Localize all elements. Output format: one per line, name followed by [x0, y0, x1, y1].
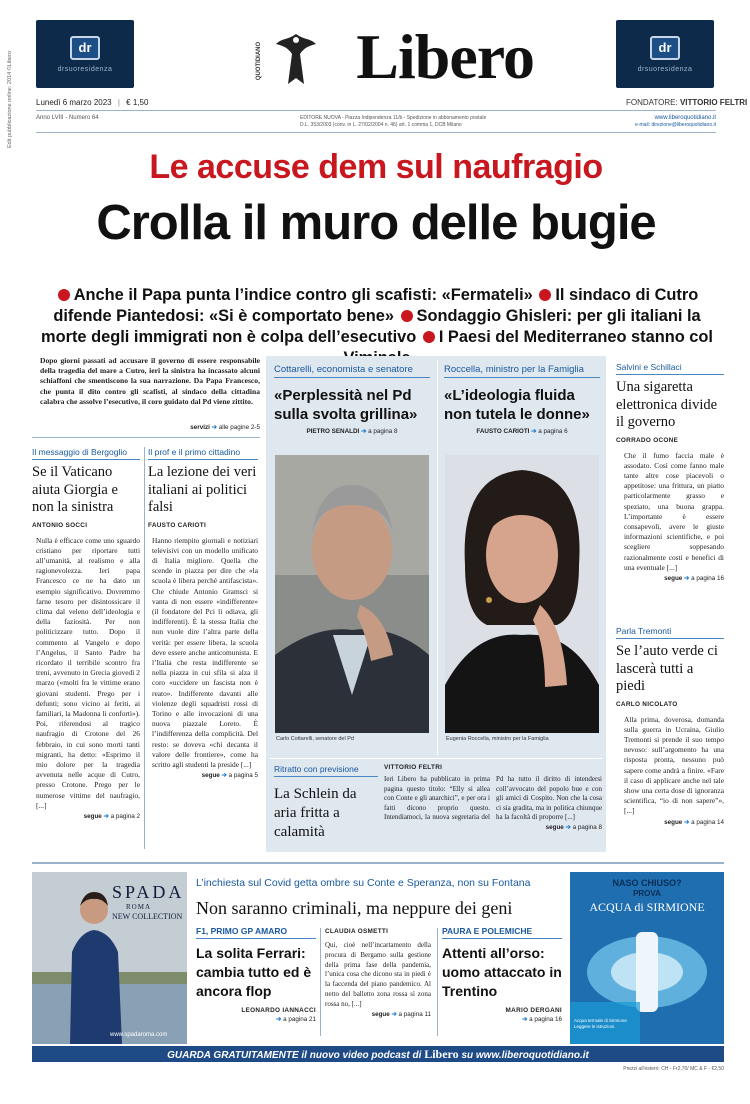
masthead-logo[interactable]: [256, 18, 550, 108]
price: € 1,50: [126, 98, 149, 107]
spada-brand: SPADA: [112, 882, 185, 902]
ferrari-section: F1, PRIMO GP AMARO: [196, 926, 316, 939]
feltri-segue[interactable]: segue ➔ a pagina 8: [545, 823, 602, 831]
right-bottom-author: CARLO NICOLATO: [616, 700, 678, 708]
bullet-1[interactable]: Anche il Papa punta l’indice contro gli scafisti: «Fermateli»: [73, 286, 533, 304]
col1-title[interactable]: Se il Vaticano aiuta Giorgia e non la sinistra: [32, 464, 118, 515]
schlein-article: [274, 764, 378, 842]
right-bottom-article: [616, 626, 724, 826]
dr-caption: drsuoresidenza: [57, 65, 113, 73]
col1-segue[interactable]: segue ➔ a pagina 2: [83, 812, 140, 820]
right-bottom-section: Parla Tremonti: [616, 626, 724, 639]
right-top-title[interactable]: Una sigaretta elettronica divide il governo: [616, 379, 718, 430]
col1-section: Il messaggio di Bergoglio: [32, 447, 140, 460]
bullet-dot-icon: [423, 331, 435, 343]
right-top-author: CORRADO OCONE: [616, 436, 679, 444]
website[interactable]: www.liberoquotidiano.it: [654, 115, 716, 121]
dr-logo-icon: dr: [70, 36, 100, 60]
bullet-dot-icon: [401, 310, 413, 322]
spada-tag: NEW COLLECTION: [112, 912, 183, 921]
bullet-dot-icon: [539, 289, 551, 301]
sirmione-note: Acqua termale di Sirmione. Leggere le istruzioni.: [574, 1018, 629, 1029]
editor-info: EDITORE NUOVA - Piazza Indipendenza 11/b - Spedizione in abbonamento postale: [300, 115, 487, 121]
top-kicker[interactable]: Le accuse dem sul naufragio: [149, 148, 603, 186]
price-note: Prezzi all'estero: CH - Fr2,70/ MC & F - €2,50: [623, 1066, 724, 1072]
panel-left-section: Cottarelli, economista e senatore: [274, 364, 430, 378]
covid-author: CLAUDIA OSMETTI: [325, 928, 389, 935]
right-top-article: [616, 362, 724, 582]
panel-left-segue[interactable]: PIETRO SENALDI ➔ a pagina 8: [306, 428, 398, 435]
orso-author: MARIO DERGANI: [505, 1007, 562, 1014]
email[interactable]: e-mail: direzione@liberoquotidiano.it: [635, 122, 716, 128]
side-text: Edit pubblicazione online: 2014 ©Libero: [7, 50, 13, 148]
col1-text: Nulla è efficace come uno sguardo cristiano per riportare tutti all’umanità, al realismo e alla ragionevolezza. Ieri papa Francesco ce ne ha dato un esempio significativo. Dovremmo farne tesoro per disintossicare il clima dal veleno dell’ideologia e della faziosità. Per non politicizzare tutto. Dopo il commento al Vangelo e dopo l’Angelus, il Santo Padre ha ricordato il terribile scontro fra treni, avvenuto in Grecia giovedì 2 marzo («molti fra le vittime erano giovani studenti. Prego per i defunti; sono vicino ai feriti, ai familiari, la Madonna li conforti»). Poi, riferendosi al tragico naufragio di Crotone del 26 febbraio, in cui sono morti tanti migranti, ha detto: «Esprimo il mio dolore per la tragedia avvenuta nelle acque di Cutro, presso Crotone. Prego per le numerose vittime del naufragio, [...]: [36, 535, 140, 810]
issue: Anno LVIII - Numero 64: [36, 115, 99, 121]
col2-article: [148, 447, 258, 779]
founder-name: VITTORIO FELTRI: [679, 98, 748, 107]
sirmione-brand: ACQUA di SIRMIONE: [589, 900, 705, 914]
lead-text: Dopo giorni passati ad accusare il governo di essere responsabile della tragedia del mare a Cutro, ieri la sinistra ha incassato alcuni schiaffoni che smentiscono la sua narrazione. Da Papa Francesco, che punta il dito contro gli scafisti, al sindaco della cittadina calabra che assolve l’esecutivo, il coro guidato dal Pd viene zittito.: [40, 356, 260, 406]
bullet-3[interactable]: Sondaggio Ghisleri: per gli italiani la morte degli immigrati non è colpa dell’esecutivo: [41, 307, 701, 346]
orso-segue[interactable]: ➔ a pagina 16: [522, 1016, 562, 1023]
dr-ad-left[interactable]: [36, 20, 134, 88]
spada-sub: ROMA: [126, 903, 152, 911]
banner-mid: il nuovo video podcast di: [301, 1050, 422, 1061]
banner-logo: Libero: [424, 1047, 459, 1061]
bullet-2[interactable]: Il sindaco di Cutro difende Piantedosi: «Si è comportato bene»: [53, 286, 699, 325]
sirmione-line2: PROVA: [633, 889, 661, 898]
col1-article: [32, 447, 140, 820]
col2-segue[interactable]: segue ➔ a pagina 5: [201, 772, 258, 780]
col2-title[interactable]: La lezione dei veri italiani ai politici falsi: [148, 464, 257, 515]
bullet-dot-icon: [58, 289, 70, 301]
legal-info: D.L. 353/2003 (conv. in L. 27/02/2004 n. 46) art. 1 comma 1, DCB Milano: [300, 122, 462, 128]
lead-segue[interactable]: servizi ➔ alle pagine 2-5: [190, 424, 260, 431]
covid-segue[interactable]: segue ➔ a pagina 11: [371, 1010, 431, 1018]
orso-title[interactable]: Attenti all’orso: uomo attaccato in Trentino: [442, 945, 562, 999]
feltri-author: VITTORIO FELTRI: [384, 764, 443, 771]
cottarelli-photo[interactable]: [275, 455, 429, 733]
right-top-section: Salvini e Schillaci: [616, 362, 724, 375]
sirmione-line1: NASO CHIUSO?: [612, 878, 682, 888]
col2-author: FAUSTO CARIOTI: [148, 521, 207, 529]
dr-caption: drsuoresidenza: [637, 65, 693, 73]
panel-right: [444, 364, 600, 435]
podcast-banner[interactable]: [32, 1046, 724, 1062]
spada-ad[interactable]: [32, 872, 187, 1044]
founder-label: FONDATORE:: [626, 98, 678, 107]
right-top-segue[interactable]: segue ➔ a pagina 16: [664, 574, 724, 582]
banner-post: su www.liberoquotidiano.it: [461, 1050, 589, 1061]
bottom-kicker[interactable]: L’inchiesta sul Covid getta ombre su Conte e Speranza, non su Fontana: [196, 877, 531, 889]
covid-article: [325, 928, 431, 1018]
feltri-text: Ieri Libero ha pubblicato in prima pagina questo titolo: “Elly si allea con Conte e gli anarchici”, e per ora i fatti dicono proprio questo. Intendiamoci, la nuova segretaria del Pd ha tutto il diritto di intendersi coll’avvocato del popolo bue e con gli amici di Cospito. Non che la cosa ci sia gradita, ma in politica chiunque ha la facoltà di proporre [...]: [384, 775, 602, 822]
col2-text: Hanno riempito giornali e notiziari televisivi con un modello unificato di Italia migliore. Quella che scende in piazza per dire che «la scuola è libera perché antifascista». Che chiude Antonio Gramsci si vanta di non essere «indifferente» (il fondatore del Pci li odiava, gli indifferenti). È la stessa Italia che non vuole dire l’altra parte della verità: per essere libera, la scuola deve essere anche anticomunista. E l’Italia che resta indifferente se nella piazza in cui sfila si alza il coro «uccidere un fascista non è reato». Indifferente davanti alle violenze degli squadristi rossi di Torino e alle invocazioni di una nuova piazzale Loreto. È l’indifferenza della complicità. Del resto: se doveva «chi decanta il valore delle frontiere», come ha scritto agli studenti la preside [...]: [152, 535, 258, 769]
orso-article: [442, 926, 562, 1023]
right-bottom-text: Alla prima, doverosa, domanda sulla guerra in Ucraina, Giulio Tremonti si prende il suo tempo nevoso: sull’argomento ha una risposta pronta, nessuno può sapere come andrà a finire. «Fare il caso di applicare anche nel tale show una certa dose di ignoranza scientifica, “io di non sapere”», [...]: [624, 714, 724, 816]
right-bottom-title[interactable]: Se l’auto verde ci lascerà tutti a piedi: [616, 643, 718, 694]
ferrari-title[interactable]: La solita Ferrari: cambia tutto ed è ancora flop: [196, 945, 312, 999]
ferrari-author: LEONARDO IANNACCI: [241, 1007, 316, 1014]
panel-left: [274, 364, 430, 435]
sirmione-ad[interactable]: [570, 872, 724, 1044]
top-headline[interactable]: Crolla il muro delle bugie: [96, 196, 656, 250]
bottom-headline[interactable]: Non saranno criminali, ma neppure dei geni: [196, 898, 513, 918]
panel-right-section: Roccella, ministro per la Famiglia: [444, 364, 600, 378]
schlein-section: Ritratto con previsione: [274, 764, 378, 777]
right-top-text: Che il fumo faccia male è assodato. Così come fanno male tante altre cose piacevoli o appetitose: una frittura, un piatto particolarmente grasso e speziato, una buona grappa. L’importante è essere consapevoli, avere le giuste informazioni scientifiche, e poi scegliere soppesando razionalmente costi e benefici di una eventuale [...]: [624, 450, 724, 572]
founder: [626, 98, 747, 107]
bullet-4[interactable]: I Paesi del Mediterraneo stanno col: [438, 328, 713, 346]
panel-right-segue[interactable]: FAUSTO CARIOTI ➔ a pagina 6: [476, 428, 568, 435]
date-row: Lunedì 6 marzo 2023 | € 1,50: [36, 98, 149, 107]
ferrari-article: [196, 926, 316, 1023]
dr-ad-right[interactable]: [616, 20, 714, 88]
dr-logo-icon: dr: [650, 36, 680, 60]
logo-text: Libero: [356, 21, 534, 92]
covid-text: Qui, cioè nell’incartamento della procura di Bergamo sulla gestione della prima fase della pandemia, l’unica cosa che dicono sta in piedi è la faccenda del piano pandemico. Al netto del balletto zona rossa sì zona rossa no, [...]: [325, 941, 431, 1008]
col2-section: Il prof e il primo cittadino: [148, 447, 258, 460]
logo-side-label: QUOTIDIANO: [256, 41, 263, 81]
schlein-title[interactable]: La Schlein da aria fritta a calamità: [274, 786, 357, 840]
orso-section: PAURA E POLEMICHE: [442, 926, 562, 939]
date: Lunedì 6 marzo 2023: [36, 98, 112, 107]
cottarelli-caption: Carlo Cottarelli, senatore del Pd: [276, 736, 354, 742]
ferrari-segue[interactable]: ➔ a pagina 21: [276, 1016, 316, 1023]
right-bottom-segue[interactable]: segue ➔ a pagina 14: [664, 818, 724, 826]
feltri-article: [384, 764, 602, 831]
panel-left-title[interactable]: «Perplessità nel Pd sulla svolta grillina»: [274, 387, 418, 423]
roccella-caption: Eugenia Roccella, ministro per la Famiglia: [446, 736, 549, 742]
col1-author: ANTONIO SOCCI: [32, 521, 88, 529]
panel-right-title[interactable]: «L’ideologia fluida non tutela le donne»: [444, 387, 590, 423]
spada-site: www.spadaroma.com: [110, 1032, 168, 1038]
banner-pre: GUARDA GRATUITAMENTE: [167, 1050, 299, 1061]
roccella-photo[interactable]: [445, 455, 599, 733]
